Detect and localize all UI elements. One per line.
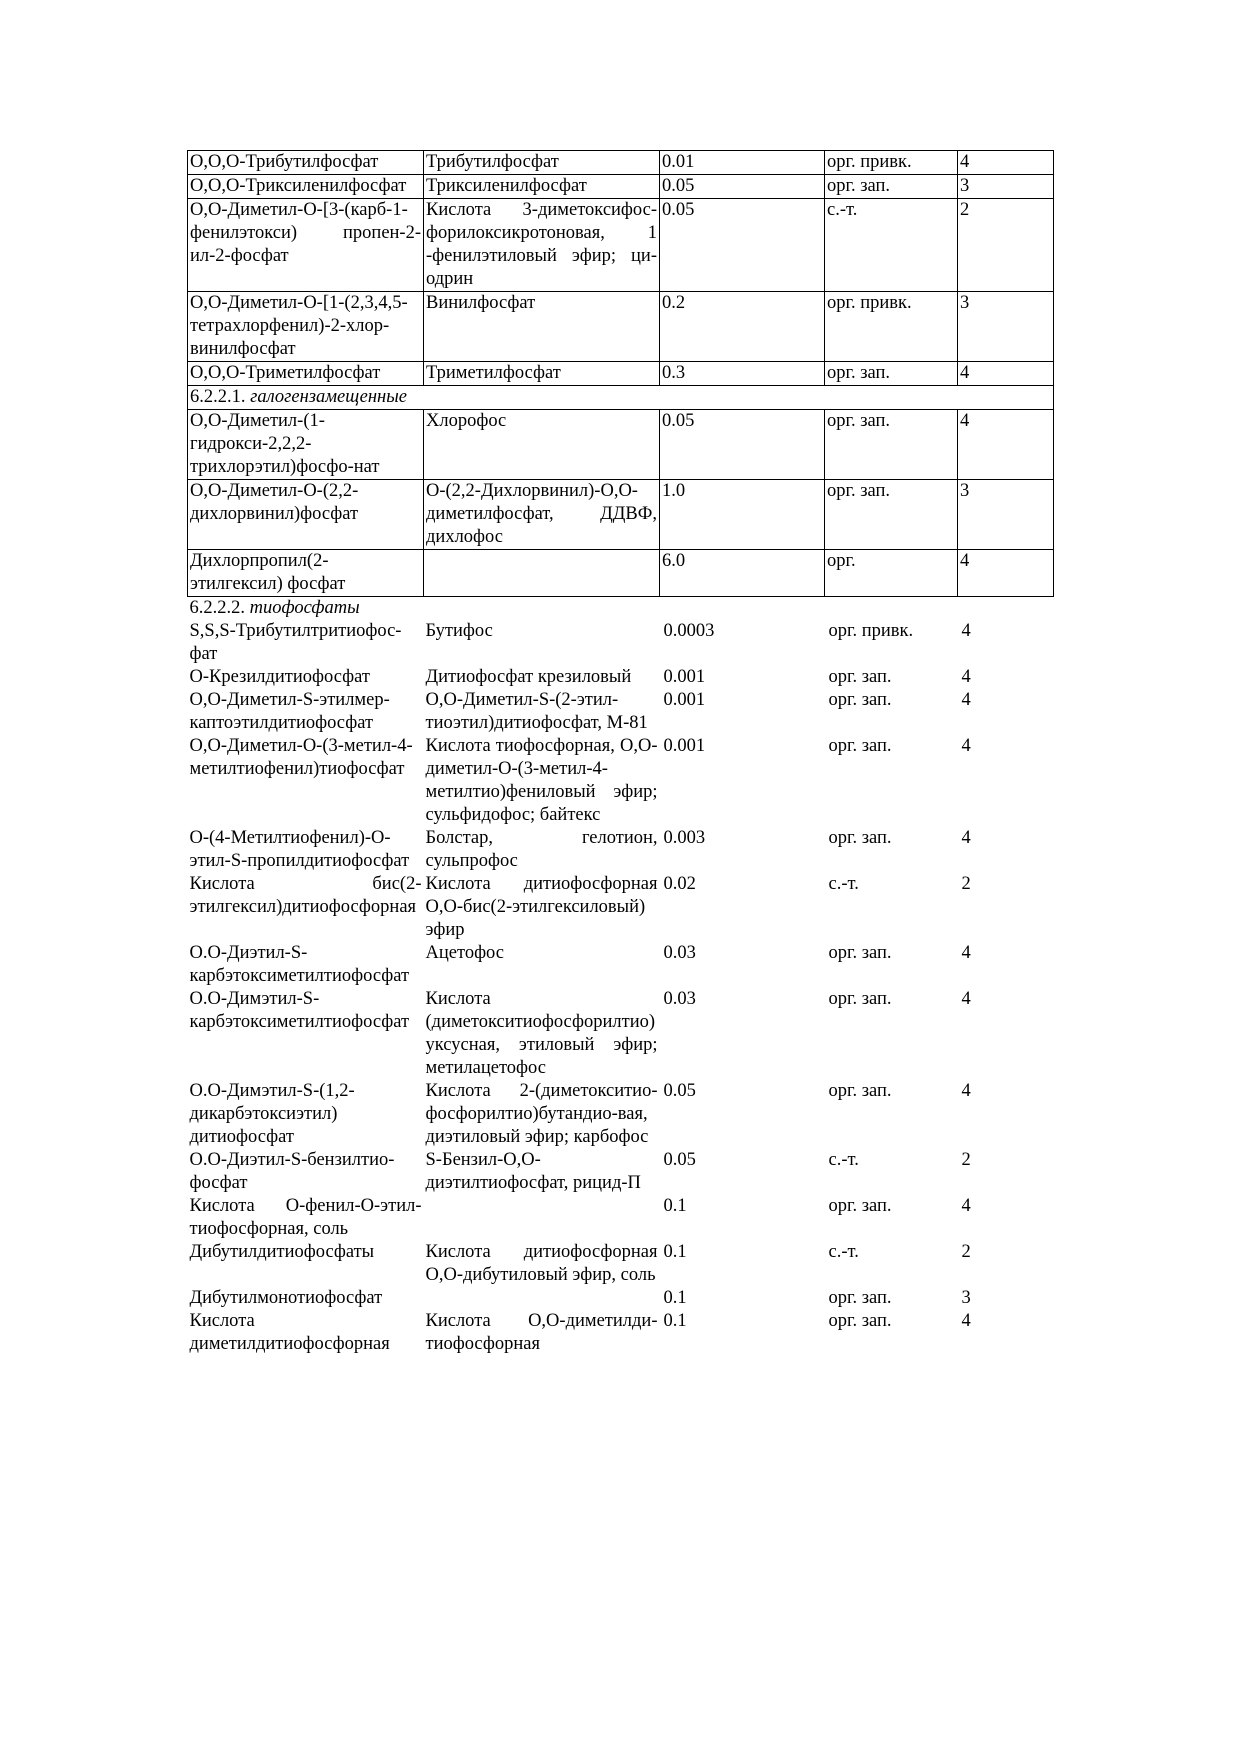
substance-name-cell: О,О-Диметил-(1-гидрокси-2,2,2-трихлорэтил)фосфо-нат: [188, 410, 424, 480]
hazard-indicator-cell: орг. зап.: [828, 1081, 892, 1101]
substance-name-cell: О-(4-Метилтиофенил)-О-этил-S-пропилдитиофосфат: [189, 828, 410, 871]
concentration-cell: 1.0: [660, 480, 825, 550]
synonym-cell: Кислота (диметокситиофосфорилтио)уксусная, этиловый эфир; метилацетофос: [425, 989, 658, 1078]
table-row: [188, 827, 1054, 873]
hazard-indicator-cell: орг. привк.: [828, 621, 914, 641]
hazard-indicator-cell: орг. зап.: [825, 175, 958, 199]
table-row: [188, 735, 1054, 827]
synonym-cell: Бутифос: [425, 621, 493, 641]
hazard-indicator-cell: орг. зап.: [828, 1288, 892, 1308]
substance-name-cell: Кислота бис(2-этилгексил)дитиофосфорная: [189, 874, 422, 917]
hazard-class-cell: 2: [961, 874, 971, 894]
synonym-cell: [424, 550, 660, 597]
substance-name-cell: О.О-Диэтил-S-карбэтоксиметилтиофосфат: [189, 943, 410, 986]
section-title: тиофосфаты: [249, 598, 360, 618]
table-row: [188, 1287, 1054, 1310]
substance-name-cell: Дихлорпропил(2-этилгексил) фосфат: [188, 550, 424, 597]
table-row: [188, 1310, 1054, 1356]
synonym-cell: [424, 1287, 660, 1310]
hazard-indicator-cell: орг. зап.: [828, 1311, 892, 1331]
substance-table-body: [188, 151, 1054, 1357]
synonym-cell: Трибутилфосфат: [424, 151, 660, 175]
concentration-cell: 0.001: [663, 736, 706, 756]
synonym-cell: Ацетофос: [425, 943, 504, 963]
hazard-class-cell: 2: [958, 199, 1054, 292]
hazard-class-cell: 4: [961, 943, 971, 963]
hazard-class-cell: 2: [961, 1242, 971, 1262]
hazard-class-cell: 3: [958, 175, 1054, 199]
hazard-indicator-cell: орг. привк.: [825, 292, 958, 362]
table-row: [188, 1241, 1054, 1287]
concentration-cell: 0.001: [663, 667, 706, 687]
table-row: [188, 666, 1054, 689]
substance-name-cell: О,О-Диметил-О-(2,2-дихлорвинил)фосфат: [188, 480, 424, 550]
concentration-cell: 0.3: [660, 362, 825, 386]
hazard-indicator-cell: орг.: [825, 550, 958, 597]
synonym-cell: Кислота О,О-диметилди-тиофосфорная: [425, 1311, 658, 1354]
concentration-cell: 0.001: [663, 690, 706, 710]
table-row: [188, 942, 1054, 988]
synonym-cell: Кислота дитиофосфорная О,О-бис(2-этилгексиловый) эфир: [425, 874, 658, 940]
hazard-indicator-cell: с.-т.: [828, 874, 859, 894]
synonym-cell: [424, 1195, 660, 1241]
substance-name-cell: О,О,О-Триметилфосфат: [188, 362, 424, 386]
table-row: [188, 480, 1054, 550]
hazard-class-cell: 4: [961, 989, 971, 1009]
hazard-class-cell: 3: [961, 1288, 971, 1308]
synonym-cell: Винилфосфат: [424, 292, 660, 362]
substance-name-cell: О.О-Диэтил-S-бензилтио-фосфат: [189, 1150, 395, 1193]
table-row: [188, 689, 1054, 735]
hazard-indicator-cell: с.-т.: [828, 1150, 859, 1170]
synonym-cell: Триметилфосфат: [424, 362, 660, 386]
hazard-class-cell: 4: [961, 736, 971, 756]
synonym-cell: Триксиленилфосфат: [424, 175, 660, 199]
hazard-indicator-cell: орг. зап.: [828, 667, 892, 687]
hazard-class-cell: 2: [961, 1150, 971, 1170]
substance-name-cell: О,О-Диметил-О-(3-метил-4-метилтиофенил)тиофосфат: [189, 736, 413, 779]
substance-name-cell: О,О-Диметил-О-[3-(карб-1-фенилэтокси) пропен-2- ил-2-фосфат: [188, 199, 424, 292]
substance-name-cell: Кислота О-фенил-О-этил-тиофосфорная, соль: [189, 1196, 422, 1239]
substance-name-cell: Кислота диметилдитиофосфорная: [189, 1311, 390, 1354]
synonym-cell: Кислота дитиофосфорная О,О-дибутиловый эфир, соль: [425, 1242, 658, 1285]
hazard-class-cell: 4: [961, 828, 971, 848]
substance-table: [187, 150, 1054, 1356]
hazard-class-cell: 4: [958, 151, 1054, 175]
hazard-class-cell: 4: [958, 410, 1054, 480]
section-title: галогензамещенные: [250, 387, 407, 407]
substance-name-cell: О,О,О-Триксиленилфосфат: [188, 175, 424, 199]
hazard-indicator-cell: орг. зап.: [825, 480, 958, 550]
substance-name-cell: О,О,О-Трибутилфосфат: [188, 151, 424, 175]
synonym-cell: Дитиофосфат крезиловый: [425, 667, 632, 687]
concentration-cell: 0.05: [660, 175, 825, 199]
hazard-class-cell: 4: [961, 1196, 971, 1216]
hazard-indicator-cell: орг. зап.: [828, 736, 892, 756]
concentration-cell: 0.05: [663, 1081, 696, 1101]
concentration-cell: 0.05: [660, 199, 825, 292]
synonym-cell: S-Бензил-О,О-диэтилтиофосфат, рицид-П: [425, 1150, 641, 1193]
concentration-cell: 0.01: [660, 151, 825, 175]
concentration-cell: 0.2: [660, 292, 825, 362]
hazard-class-cell: 4: [958, 550, 1054, 597]
hazard-class-cell: 4: [961, 690, 971, 710]
hazard-class-cell: 3: [958, 480, 1054, 550]
concentration-cell: 0.1: [663, 1311, 687, 1331]
synonym-cell: Хлорофос: [424, 410, 660, 480]
substance-name-cell: О,О-Диметил-О-[1-(2,3,4,5-тетрахлорфенил)-2-хлор-винилфосфат: [188, 292, 424, 362]
concentration-cell: 6.0: [660, 550, 825, 597]
substance-name-cell: S,S,S-Трибутилтритиофос-фат: [189, 621, 402, 664]
synonym-cell: Болстар, гелотион, сульпрофос: [425, 828, 658, 871]
substance-name-cell: О,О-Диметил-S-этилмер-каптоэтилдитиофосфат: [189, 690, 390, 733]
table-row: [188, 873, 1054, 942]
section-number: 6.2.2.1.: [190, 387, 246, 407]
hazard-indicator-cell: орг. привк.: [825, 151, 958, 175]
substance-name-cell: Дибутилдитиофосфаты: [189, 1242, 375, 1262]
hazard-indicator-cell: с.-т.: [825, 199, 958, 292]
hazard-class-cell: 4: [961, 667, 971, 687]
concentration-cell: 0.03: [663, 943, 696, 963]
substance-name-cell: Дибутилмонотиофосфат: [189, 1288, 383, 1308]
synonym-cell: О,О-Диметил-S-(2-этил-тиоэтил)дитиофосфат, М-81: [425, 690, 648, 733]
table-row: [188, 988, 1054, 1080]
concentration-cell: 0.03: [663, 989, 696, 1009]
concentration-cell: 0.1: [663, 1288, 687, 1308]
concentration-cell: 0.1: [663, 1196, 687, 1216]
hazard-indicator-cell: орг. зап.: [828, 943, 892, 963]
concentration-cell: 0.05: [660, 410, 825, 480]
section-number: 6.2.2.2.: [189, 598, 245, 618]
concentration-cell: 0.0003: [663, 621, 715, 641]
concentration-cell: 0.05: [663, 1150, 696, 1170]
table-row: [188, 175, 1054, 199]
substance-name-cell: О.О-Димэтил-S-(1,2-дикарбэтоксиэтил) дитиофосфат: [189, 1081, 355, 1147]
synonym-cell: Кислота 3-диметоксифос-форилоксикротоновая, 1 -фенилэтиловый эфир; ци-одрин: [424, 199, 660, 292]
table-row: [188, 199, 1054, 292]
hazard-class-cell: 4: [961, 1311, 971, 1331]
hazard-class-cell: 4: [961, 1081, 971, 1101]
section-header-row: [188, 386, 1054, 410]
hazard-class-cell: 3: [958, 292, 1054, 362]
section-header: [188, 597, 1054, 621]
section-header: [188, 386, 1054, 410]
hazard-indicator-cell: орг. зап.: [828, 690, 892, 710]
hazard-indicator-cell: орг. зап.: [828, 989, 892, 1009]
table-row: [188, 1195, 1054, 1241]
substance-name-cell: О.О-Димэтил-S-карбэтоксиметилтиофосфат: [189, 989, 410, 1032]
table-row: [188, 362, 1054, 386]
table-row: [188, 620, 1054, 666]
synonym-cell: Кислота тиофосфорная, О,О-диметил-О-(3-метил-4-метилтио)фениловый эфир; сульфидофос; байтекс: [425, 736, 658, 825]
table-row: [188, 550, 1054, 597]
hazard-indicator-cell: с.-т.: [828, 1242, 859, 1262]
concentration-cell: 0.1: [663, 1242, 687, 1262]
hazard-indicator-cell: орг. зап.: [825, 362, 958, 386]
concentration-cell: 0.02: [663, 874, 696, 894]
table-row: [188, 292, 1054, 362]
table-row: [188, 410, 1054, 480]
table-row: [188, 1080, 1054, 1149]
synonym-cell: О-(2,2-Дихлорвинил)-О,О-диметилфосфат, ДДВФ, дихлофос: [424, 480, 660, 550]
concentration-cell: 0.003: [663, 828, 706, 848]
hazard-class-cell: 4: [961, 621, 971, 641]
section-header-row: [188, 597, 1054, 621]
synonym-cell: Кислота 2-(диметокситио-фосфорилтио)бутандио-вая, диэтиловый эфир; карбофос: [425, 1081, 658, 1147]
hazard-indicator-cell: орг. зап.: [828, 828, 892, 848]
table-row: [188, 1149, 1054, 1195]
hazard-class-cell: 4: [958, 362, 1054, 386]
table-row: [188, 151, 1054, 175]
hazard-indicator-cell: орг. зап.: [828, 1196, 892, 1216]
hazard-indicator-cell: орг. зап.: [825, 410, 958, 480]
substance-name-cell: О-Крезилдитиофосфат: [189, 667, 370, 687]
